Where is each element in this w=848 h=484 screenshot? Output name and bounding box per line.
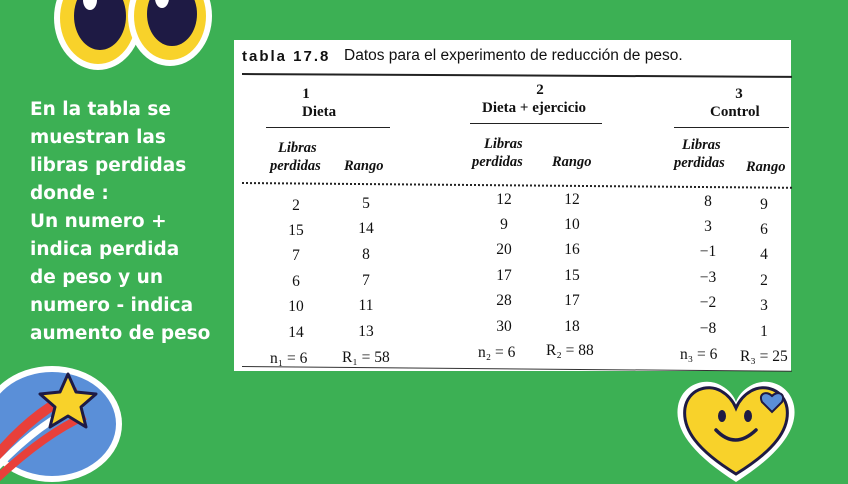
table-cell: 30 [496, 318, 512, 335]
column-header: Rango [344, 158, 384, 174]
group-number: 3 [735, 86, 743, 102]
column-header: Libras [278, 140, 317, 156]
table-cell: 18 [564, 318, 580, 335]
table-cell: −2 [699, 294, 717, 311]
table-cell: 16 [564, 241, 580, 258]
group-total-r: R₃ = 25 [740, 348, 788, 365]
group-underline [674, 127, 789, 128]
group-underline [470, 123, 602, 124]
bottom-rule [242, 366, 792, 372]
table-cell: 6 [292, 273, 300, 290]
column-header: perdidas [674, 155, 725, 171]
column-header: Rango [746, 159, 786, 175]
explanation-line: de peso y un [30, 267, 164, 288]
top-rule [242, 73, 792, 78]
table-title: Datos para el experimento de reducción de peso. [344, 47, 683, 64]
table-cell: 7 [362, 272, 370, 289]
shooting-star-icon [0, 352, 130, 482]
table-cell: 10 [564, 216, 580, 233]
table-cell: 11 [358, 297, 374, 314]
table-cell: −1 [699, 243, 717, 260]
table-cell: 12 [496, 191, 512, 208]
group-total-r: R₂ = 88 [546, 342, 594, 359]
group-total-n: n₂ = 6 [478, 344, 516, 361]
group-number: 2 [536, 82, 544, 98]
group-name: Control [710, 104, 760, 120]
table-cell: 7 [292, 247, 300, 264]
table-cell: 1 [760, 323, 768, 340]
group-total-r: R₁ = 58 [342, 349, 390, 366]
table-cell: 3 [760, 297, 768, 314]
table-cell: 15 [564, 267, 580, 284]
table-cell: 20 [496, 241, 512, 258]
table-cell: 2 [292, 197, 300, 214]
table-cell: 13 [358, 323, 374, 340]
table-cell: 17 [496, 267, 512, 284]
group-total-n: n₃ = 6 [680, 346, 718, 363]
column-header: Rango [552, 154, 592, 170]
column-header: Libras [682, 137, 721, 153]
table-cell: 4 [760, 246, 768, 263]
group-total-n: n₁ = 6 [270, 350, 308, 367]
dotted-rule [242, 182, 792, 189]
table-cell: 17 [564, 292, 580, 309]
explanation-line: En la tabla se [30, 99, 171, 120]
group-name: Dieta + ejercicio [482, 100, 587, 116]
table-cell: 9 [760, 196, 768, 213]
column-header: Libras [484, 136, 523, 152]
table-cell: 14 [288, 324, 304, 341]
explanation-line: aumento de peso [30, 323, 211, 344]
table-cell: 15 [288, 222, 304, 239]
table-cell: 12 [564, 191, 580, 208]
table-cell: −8 [699, 320, 717, 337]
explanation-line: libras perdidas [30, 155, 187, 176]
column-header: perdidas [472, 154, 523, 170]
explanation-text [30, 96, 225, 348]
explanation-line: numero - indica [30, 295, 194, 316]
table-cell: −3 [699, 269, 717, 286]
group-name: Dieta [302, 104, 337, 120]
table-cell: 2 [760, 272, 768, 289]
table-cell: 9 [500, 216, 508, 233]
explanation-line: muestran las [30, 127, 166, 148]
table-cell: 3 [704, 218, 712, 235]
table-cell: 6 [760, 221, 768, 238]
explanation-line: Un numero + [30, 211, 167, 232]
table-label: tabla 17.8 [242, 48, 331, 65]
group-number: 1 [302, 86, 310, 102]
table-image [234, 40, 791, 371]
column-header: perdidas [270, 158, 321, 174]
explanation-line: indica perdida [30, 239, 180, 260]
table-cell: 5 [362, 195, 370, 212]
table-cell: 8 [704, 193, 712, 210]
cartoon-eyes-icon [50, 0, 215, 78]
table-cell: 8 [362, 246, 370, 263]
table-cell: 28 [496, 292, 512, 309]
group-underline [266, 127, 390, 128]
explanation-line: donde : [30, 183, 109, 204]
table-cell: 10 [288, 298, 304, 315]
table-cell: 14 [358, 220, 374, 237]
smiling-heart-icon [672, 374, 800, 484]
